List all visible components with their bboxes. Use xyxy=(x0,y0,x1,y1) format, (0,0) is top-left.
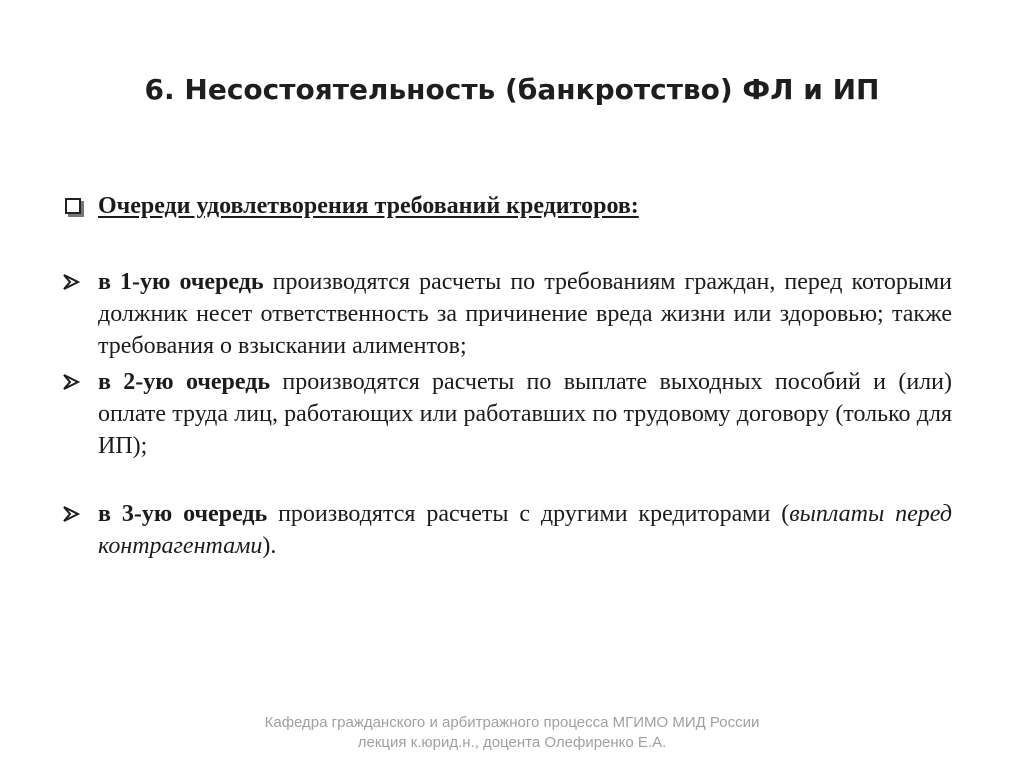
footer-line-1: Кафедра гражданского и арбитражного процесса МГИМО МИД России xyxy=(264,714,760,731)
bullet-list xyxy=(62,266,952,562)
bullet-lead: в 1-ую очередь xyxy=(98,269,264,295)
list-item xyxy=(62,266,952,362)
list-item xyxy=(62,366,952,462)
bullet-tail: ). xyxy=(262,533,277,559)
section-heading xyxy=(62,190,952,222)
slide-content xyxy=(62,190,952,562)
bullet-italic: выплаты перед контрагентами xyxy=(98,501,952,559)
arrow-right-icon xyxy=(62,499,84,529)
list-item xyxy=(62,498,952,562)
checkbox-icon xyxy=(65,198,81,214)
bullet-text: производятся расчеты по выплате выходных пособий и (или) оплате труда лиц, работающих или работавших по трудовому договору (только для ИП); xyxy=(98,369,952,459)
arrow-right-icon xyxy=(62,367,84,397)
bullet-text: производятся расчеты с другими кредиторами ( xyxy=(267,501,790,527)
footer-line-2: лекция к.юрид.н., доцента Олефиренко Е.А. xyxy=(357,734,667,751)
bullet-text: производятся расчеты по требованиям граждан, перед которыми должник несет ответственность за причинение вреда жизни или здоровью; также требования о взыскании алиментов; xyxy=(98,269,952,359)
slide-footer xyxy=(0,713,1024,753)
slide-title: 6. Несостоятельность (банкротство) ФЛ и ИП xyxy=(144,73,880,106)
arrow-right-icon xyxy=(62,267,84,297)
bullet-lead: в 3-ую очередь xyxy=(98,501,268,527)
bullet-lead: в 2-ую очередь xyxy=(98,369,271,395)
section-heading-text: Очереди удовлетворения требований кредиторов: xyxy=(98,193,639,219)
